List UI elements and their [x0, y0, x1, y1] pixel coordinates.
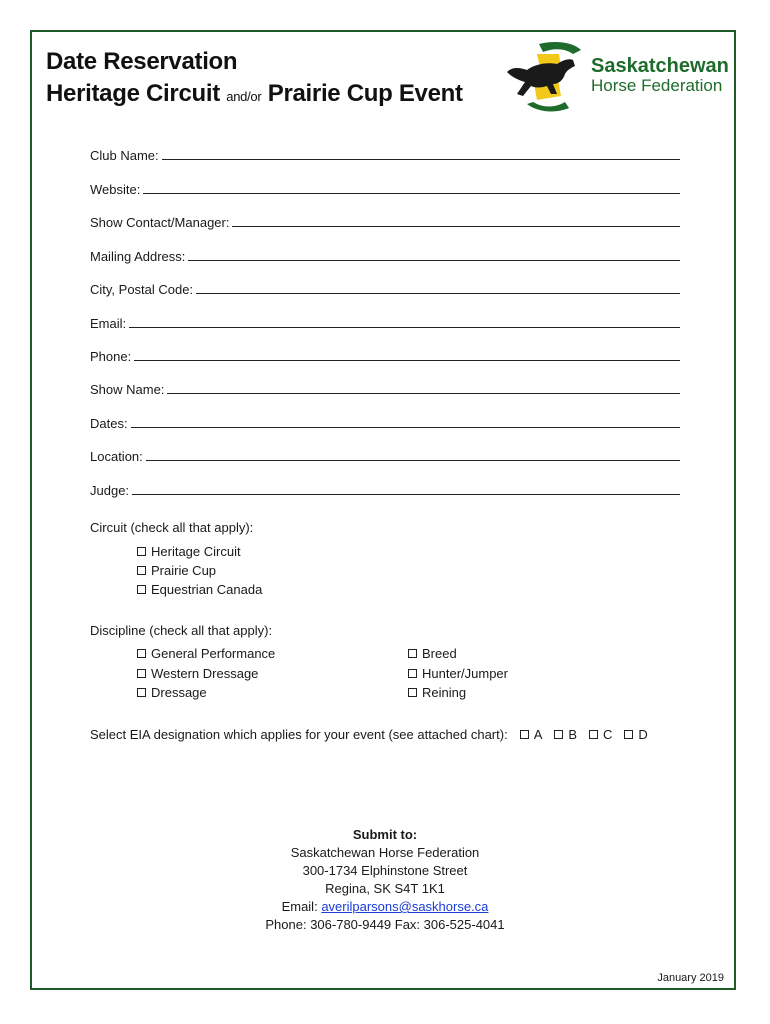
field-input-line[interactable]	[232, 212, 680, 227]
field-label: Show Name:	[90, 382, 165, 397]
checkbox-icon[interactable]	[589, 730, 598, 739]
checkbox-icon[interactable]	[137, 585, 146, 594]
field-label: Website:	[90, 182, 141, 197]
checkbox-icon[interactable]	[137, 669, 146, 678]
show-contact-field[interactable]	[90, 210, 680, 230]
discipline-checkbox-western[interactable]	[137, 666, 258, 681]
field-label: City, Postal Code:	[90, 282, 194, 297]
checkbox-label: A	[533, 727, 543, 742]
subtitle-heritage: Heritage Circuit	[46, 80, 220, 107]
field-input-line[interactable]	[162, 145, 680, 160]
checkbox-icon[interactable]	[137, 688, 146, 697]
checkbox-label: Heritage Circuit	[151, 544, 241, 559]
submit-block	[0, 826, 770, 934]
federation-logo	[503, 38, 733, 116]
submit-phone-fax: Phone: 306-780-9449 Fax: 306-525-4041	[265, 917, 505, 932]
email-link[interactable]: averilparsons@saskhorse.ca	[321, 899, 489, 914]
judge-field[interactable]	[90, 478, 680, 498]
checkbox-icon[interactable]	[408, 649, 417, 658]
checkbox-label: Western Dressage	[151, 666, 259, 681]
discipline-checkbox-hunter-jumper[interactable]	[408, 666, 508, 681]
checkbox-icon[interactable]	[408, 688, 417, 697]
horse-emblem-icon	[503, 38, 589, 116]
checkbox-label: Breed	[422, 646, 457, 661]
field-label: Club Name:	[90, 148, 159, 163]
field-input-line[interactable]	[188, 246, 680, 261]
checkbox-icon[interactable]	[554, 730, 563, 739]
checkbox-label: Equestrian Canada	[151, 582, 263, 597]
circuit-checkbox-prairie[interactable]	[137, 563, 216, 578]
checkbox-label: C	[603, 727, 613, 742]
discipline-checkbox-general[interactable]	[137, 646, 275, 661]
checkbox-label: Dressage	[151, 685, 207, 700]
location-field[interactable]	[90, 444, 680, 464]
discipline-label: Discipline (check all that apply):	[90, 623, 273, 638]
field-label: Phone:	[90, 349, 132, 364]
eia-option-a[interactable]	[520, 727, 543, 742]
page-subtitle	[46, 80, 463, 108]
checkbox-icon[interactable]	[137, 566, 146, 575]
field-label: Mailing Address:	[90, 249, 186, 264]
submit-org: Saskatchewan Horse Federation	[290, 845, 480, 860]
submit-heading: Submit to:	[352, 827, 418, 842]
field-input-line[interactable]	[146, 446, 680, 461]
checkbox-label: B	[568, 727, 578, 742]
field-label: Location:	[90, 449, 143, 464]
checkbox-label: Prairie Cup	[151, 563, 217, 578]
field-input-line[interactable]	[143, 179, 680, 194]
field-input-line[interactable]	[167, 379, 680, 394]
email-label: Email:	[281, 899, 318, 914]
submit-email-line	[0, 898, 770, 916]
checkbox-label: Hunter/Jumper	[422, 666, 508, 681]
email-field[interactable]	[90, 311, 680, 331]
dates-field[interactable]	[90, 411, 680, 431]
eia-option-b[interactable]	[554, 727, 577, 742]
page-title: Date Reservation	[46, 48, 238, 75]
eia-designation-row	[90, 727, 648, 742]
club-name-field[interactable]	[90, 143, 680, 163]
checkbox-icon[interactable]	[520, 730, 529, 739]
field-label: Show Contact/Manager:	[90, 215, 230, 230]
circuit-label: Circuit (check all that apply):	[90, 520, 254, 535]
subtitle-prairie: Prairie Cup Event	[267, 80, 463, 107]
checkbox-icon[interactable]	[408, 669, 417, 678]
discipline-checkbox-breed[interactable]	[408, 646, 457, 661]
phone-field[interactable]	[90, 344, 680, 364]
eia-label: Select EIA designation which applies for your event (see attached chart):	[90, 727, 508, 742]
discipline-checkbox-dressage[interactable]	[137, 685, 207, 700]
logo-line2: Horse Federation	[591, 76, 723, 95]
field-input-line[interactable]	[132, 480, 680, 495]
logo-wordmark	[591, 56, 729, 96]
discipline-checkbox-reining[interactable]	[408, 685, 466, 700]
submit-city: Regina, SK S4T 1K1	[325, 881, 445, 896]
logo-line1: Saskatchewan	[591, 55, 729, 77]
field-input-line[interactable]	[129, 313, 680, 328]
show-name-field[interactable]	[90, 377, 680, 397]
mailing-address-field[interactable]	[90, 244, 680, 264]
checkbox-label: D	[638, 727, 648, 742]
checkbox-icon[interactable]	[137, 649, 146, 658]
checkbox-icon[interactable]	[624, 730, 633, 739]
submit-street: 300-1734 Elphinstone Street	[302, 863, 468, 878]
eia-option-c[interactable]	[589, 727, 612, 742]
field-input-line[interactable]	[134, 346, 680, 361]
footer-date: January 2019	[657, 972, 724, 984]
checkbox-label: Reining	[422, 685, 467, 700]
field-label: Dates:	[90, 416, 128, 431]
subtitle-connector: and/or	[226, 89, 262, 104]
checkbox-icon[interactable]	[137, 547, 146, 556]
field-input-line[interactable]	[196, 279, 680, 294]
city-postal-field[interactable]	[90, 277, 680, 297]
circuit-checkbox-equestrian[interactable]	[137, 582, 262, 597]
eia-option-d[interactable]	[624, 727, 647, 742]
website-field[interactable]	[90, 177, 680, 197]
checkbox-label: General Performance	[151, 646, 276, 661]
circuit-checkbox-heritage[interactable]	[137, 544, 241, 559]
field-label: Judge:	[90, 483, 130, 498]
field-label: Email:	[90, 316, 127, 331]
field-input-line[interactable]	[131, 413, 680, 428]
